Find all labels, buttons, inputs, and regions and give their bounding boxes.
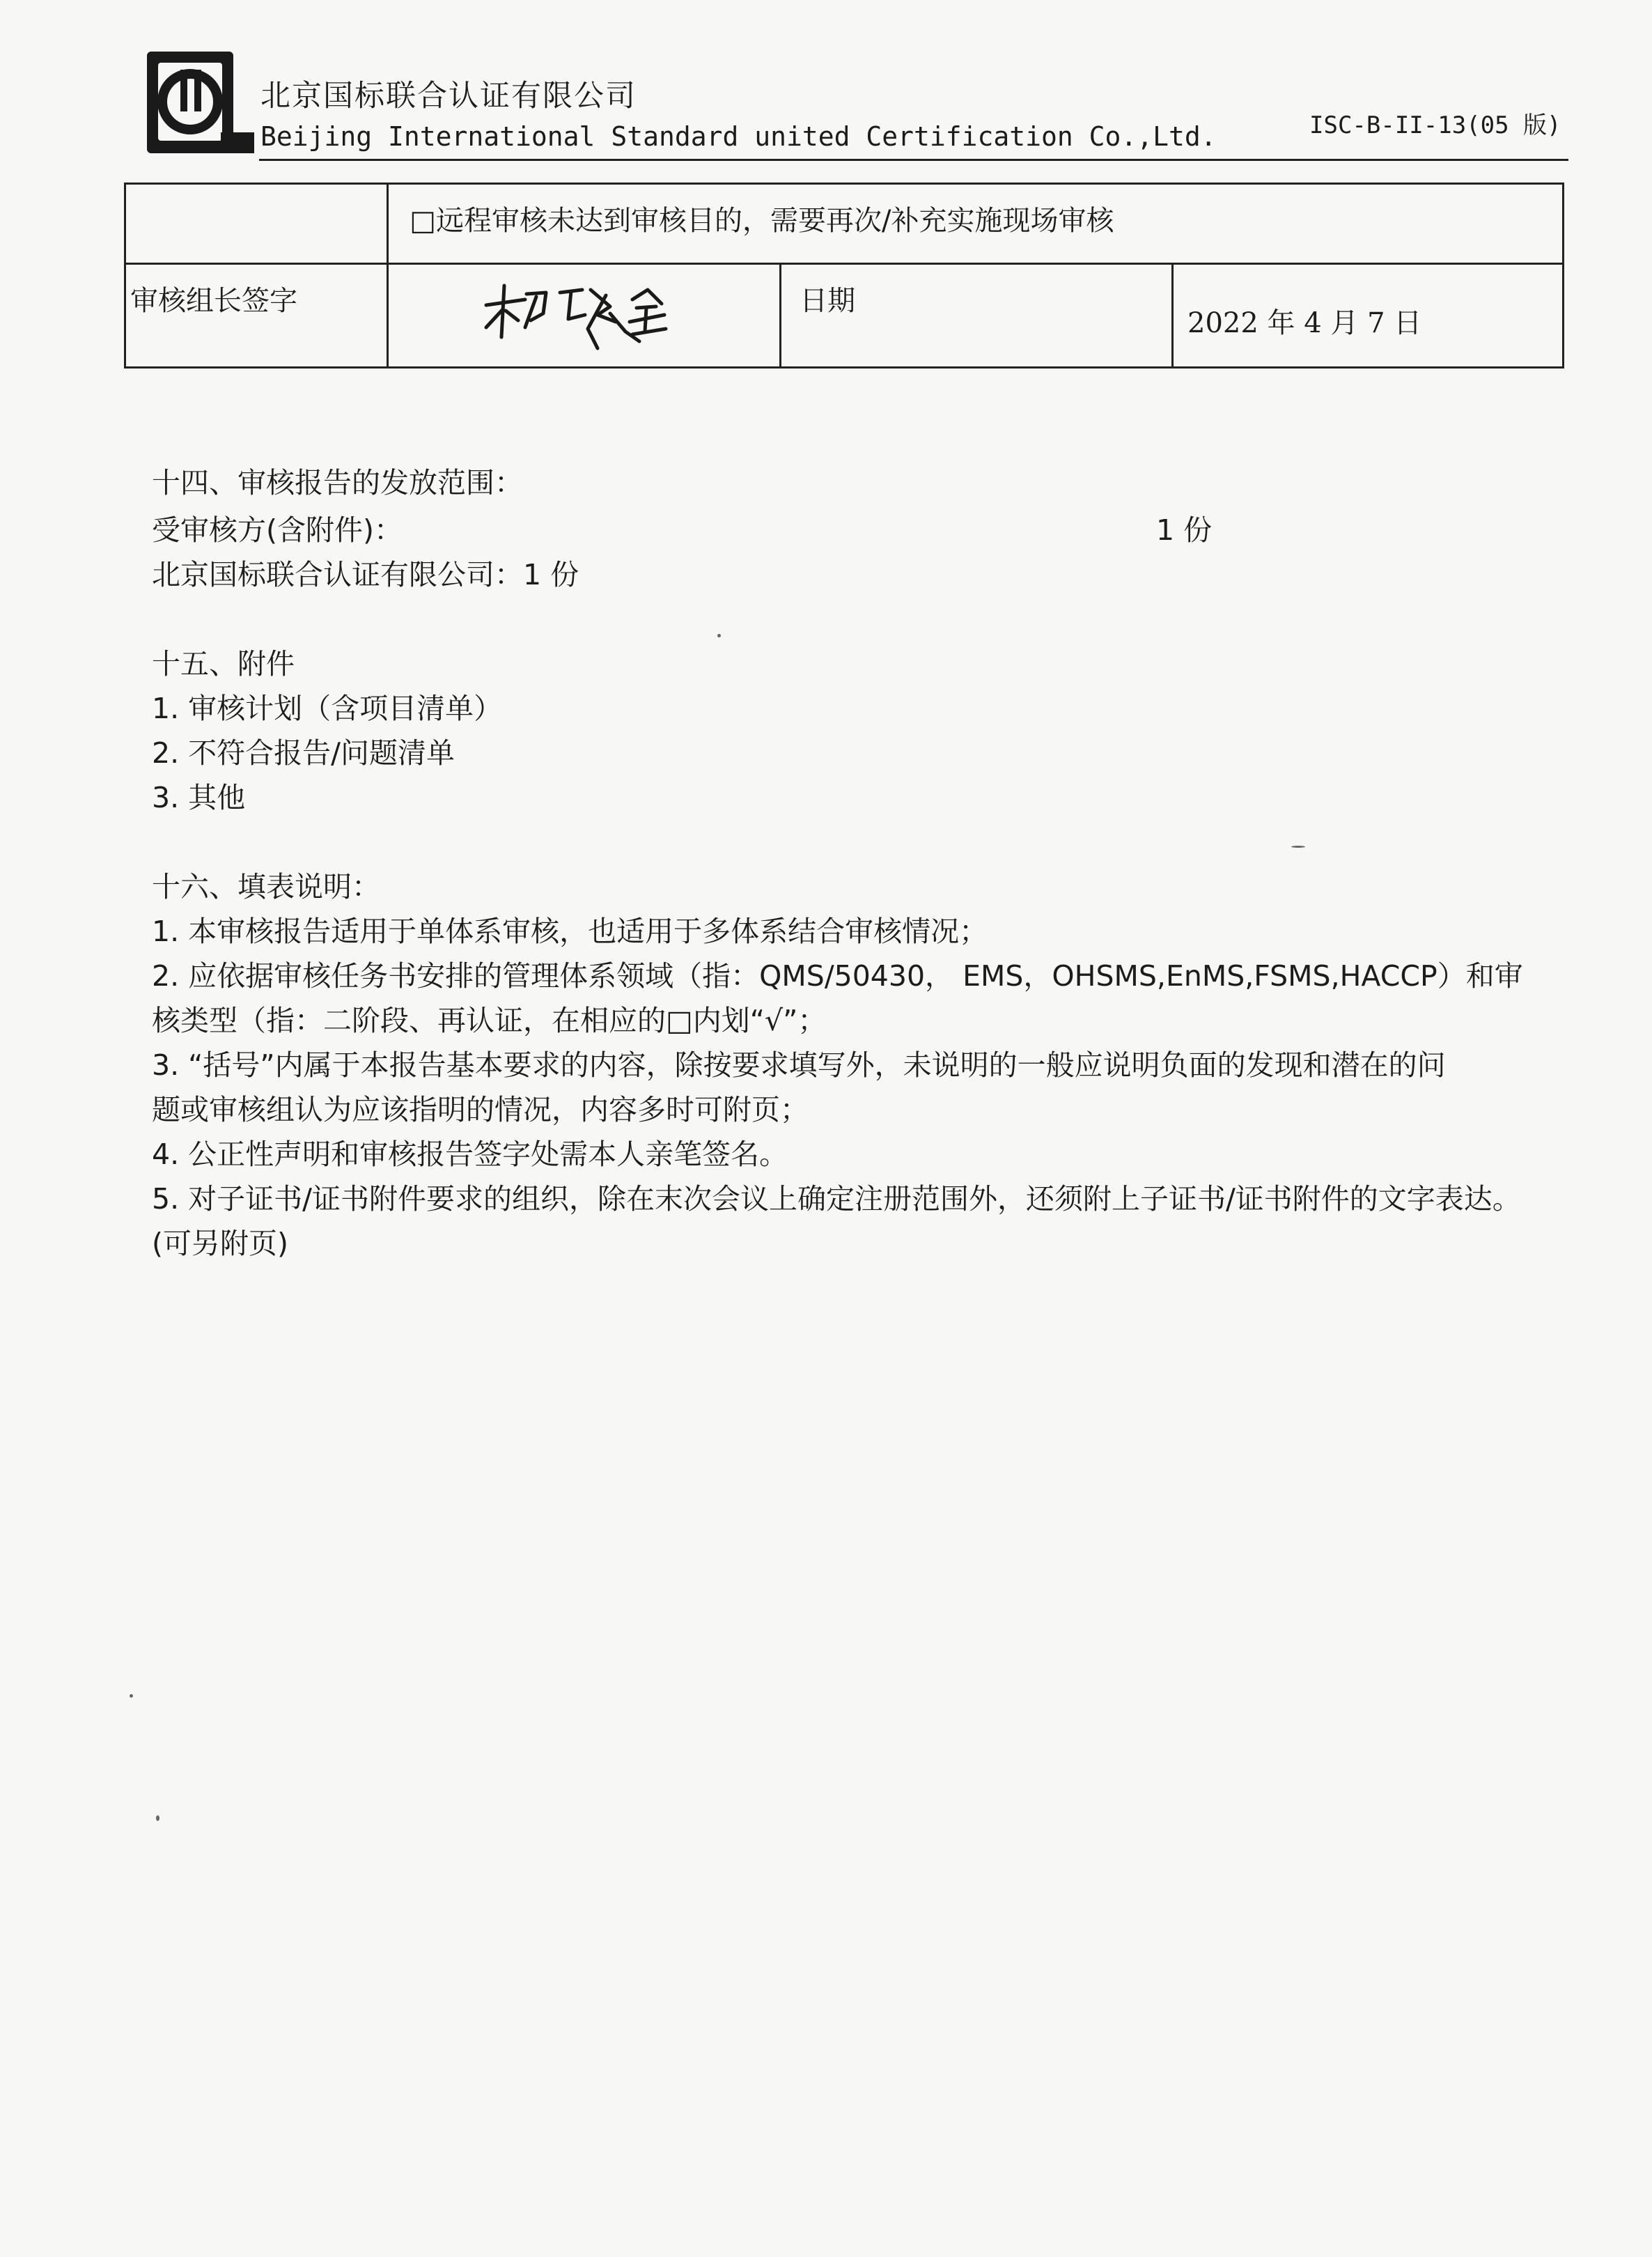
company-copies-line: 北京国标联合认证有限公司：1 份	[152, 558, 579, 591]
handwritten-signature	[389, 265, 779, 359]
instruction-line: 3. “括号”内属于本报告基本要求的内容，除按要求填写外，未说明的一般应说明负面的发现和潜在的问	[152, 1048, 1446, 1082]
section16-title: 十六、填表说明：	[152, 870, 380, 903]
instruction-line: 2. 应依据审核任务书安排的管理体系领域（指：QMS/50430， EMS，OHSMS,EnMS,FSMS,HACCP）和审	[152, 959, 1523, 993]
scan-speck	[717, 634, 721, 637]
auditee-copies: 1 份	[1156, 513, 1213, 547]
attachment-item: 1. 审核计划（含项目清单）	[152, 692, 503, 725]
date-label: 日期	[800, 285, 856, 317]
empty-cell	[125, 184, 388, 264]
company-logo	[144, 49, 257, 157]
remote-audit-note: □远程审核未达到审核目的，需要再次/补充实施现场审核	[410, 205, 1114, 237]
instruction-line: 核类型（指：二阶段、再认证，在相应的□内划“√”；	[152, 1004, 827, 1037]
scan-speck	[130, 1694, 133, 1698]
instruction-line: (可另附页)	[152, 1227, 288, 1260]
auditee-line: 受审核方(含附件)：	[152, 513, 403, 547]
form-code: ISC-B-II-13(05 版)	[1309, 111, 1561, 139]
leader-sign-label-cell	[125, 264, 388, 368]
instruction-line: 4. 公正性声明和审核报告签字处需本人亲笔签名。	[152, 1138, 788, 1171]
attachment-item: 3. 其他	[152, 781, 246, 814]
company-name-en: Beijing International Standard united Certification Co.,Ltd.	[260, 121, 1217, 152]
leader-sign-label: 审核组长签字	[130, 285, 297, 317]
signature-table	[124, 183, 1564, 369]
scan-speck	[156, 1815, 159, 1821]
scan-speck	[1291, 846, 1305, 848]
signature-cell	[388, 264, 781, 368]
company-name-cn: 北京国标联合认证有限公司	[260, 79, 637, 114]
attachment-item: 2. 不符合报告/问题清单	[152, 736, 455, 770]
date-value-cell	[1173, 264, 1564, 368]
header-divider	[259, 159, 1568, 161]
date-label-cell	[781, 264, 1173, 368]
instruction-line: 题或审核组认为应该指明的情况，内容多时可附页；	[152, 1093, 809, 1126]
remote-audit-cell	[388, 184, 1564, 264]
section15-title: 十五、附件	[152, 647, 295, 681]
instruction-line: 5. 对子证书/证书附件要求的组织，除在末次会议上确定注册范围外，还须附上子证书/证书附件的文字表达。	[152, 1182, 1521, 1216]
section14-title: 十四、审核报告的发放范围：	[152, 466, 523, 499]
date-value: 2022 年 4 月 7 日	[1187, 307, 1422, 339]
instruction-line: 1. 本审核报告适用于单体系审核，也适用于多体系结合审核情况；	[152, 915, 988, 948]
